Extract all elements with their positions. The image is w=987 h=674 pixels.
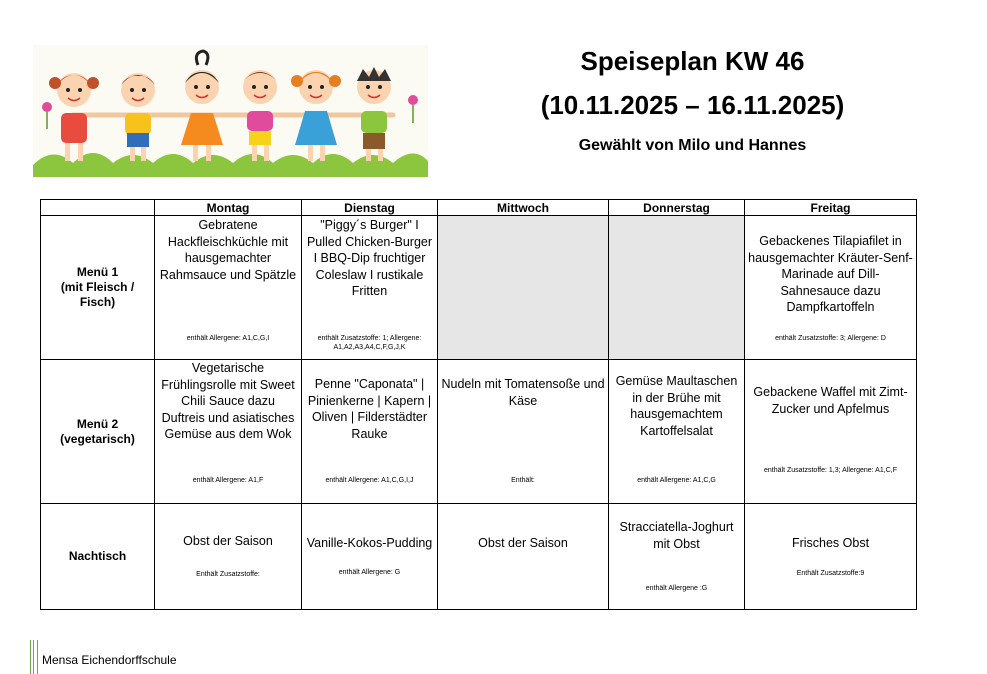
- page-title: Speiseplan KW 46: [580, 46, 805, 76]
- menu-cell: [745, 216, 917, 360]
- dish-text: Vanille-Kokos-Pudding: [306, 536, 433, 550]
- menu-cell: [609, 360, 745, 504]
- allergen-text: enthält Zusatzstoffe: 3; Allergene: D: [775, 335, 886, 342]
- menu-cell: [609, 504, 745, 610]
- row-label-menu-1: [41, 216, 155, 360]
- menu-cell: [155, 504, 302, 610]
- dish-text: Gebackene Waffel mit Zimt-Zucker und Apfelmus: [753, 385, 908, 416]
- allergen-text: enthält Zusatzstoffe: 1,3; Allergene: A1,C,F: [764, 467, 897, 474]
- day-header: Donnerstag: [609, 200, 745, 216]
- footer-accent-bars: [30, 640, 38, 674]
- dish-text: Gebratene Hackfleischküchle mit hausgemachter Rahmsauce und Spätzle: [159, 218, 297, 282]
- allergen-text: enthält Zusatzstoffe: 1; Allergene: A1,A2,A3,A4,C,F,G,J,K: [317, 335, 422, 351]
- allergen-text: enthält Allergene: A1,F: [192, 477, 264, 484]
- menu-cell: [745, 360, 917, 504]
- kids-banner-image: [33, 45, 428, 177]
- footer-label: Mensa Eichendorffschule: [42, 653, 177, 667]
- menu-cell: [155, 360, 302, 504]
- allergen-text: Enthält Zusatzstoffe:9: [796, 570, 865, 577]
- dish-text: Obst der Saison: [183, 534, 273, 548]
- menu-cell: [302, 504, 438, 610]
- row-label-line: (vegetarisch): [60, 431, 135, 446]
- menu-cell: [438, 504, 609, 610]
- row-label-line: Menü 1: [76, 265, 119, 279]
- menu-cell-empty: [609, 216, 745, 360]
- menu-cell: [155, 216, 302, 360]
- day-header: Dienstag: [302, 200, 438, 216]
- table-header-row: [41, 200, 917, 216]
- dish-text: "Piggy´s Burger" I Pulled Chicken-Burger I BBQ-Dip fruchtiger Coleslaw I rustikale Fritten: [306, 218, 433, 298]
- row-label-dessert: [41, 504, 155, 610]
- corner-cell: [41, 200, 155, 216]
- table-row: [41, 360, 917, 504]
- day-header: Mittwoch: [438, 200, 609, 216]
- day-header: Freitag: [745, 200, 917, 216]
- date-range: (10.11.2025 – 16.11.2025): [540, 90, 845, 120]
- chosen-by: Gewählt von Milo und Hannes: [578, 137, 807, 154]
- row-label-line: Nachtisch: [68, 549, 127, 563]
- allergen-text: Enthält:: [511, 477, 535, 484]
- dish-text: Stracciatella-Joghurt mit Obst: [619, 520, 734, 551]
- day-header: Montag: [155, 200, 302, 216]
- dish-text: Frisches Obst: [791, 536, 870, 550]
- allergen-text: enthält Allergene: G: [338, 569, 401, 576]
- menu-table: [40, 199, 917, 610]
- dish-text: Nudeln mit Tomatensoße und Käse: [441, 377, 605, 408]
- allergen-text: enthält Allergene: A1,C,G,I: [186, 335, 270, 342]
- table-row: [41, 216, 917, 360]
- table-row: [41, 504, 917, 610]
- row-label-line: Menü 2: [76, 416, 119, 431]
- row-label-line: (mit Fleisch /: [60, 280, 135, 294]
- dish-text: Gebackenes Tilapiafilet in hausgemachter Kräuter-Senf-Marinade auf Dill-Sahnesauce dazu Dampfkartoffeln: [748, 234, 913, 314]
- menu-cell: [302, 360, 438, 504]
- row-label-menu-2: [41, 360, 155, 504]
- menu-cell: [438, 360, 609, 504]
- dish-text: Obst der Saison: [478, 536, 568, 550]
- dish-text: Gemüse Maultaschen in der Brühe mit hausgemachtem Kartoffelsalat: [615, 374, 738, 438]
- dish-text: Penne "Caponata" | Pinienkerne | Kapern | Oliven | Filderstädter Rauke: [307, 377, 432, 441]
- menu-cell: [745, 504, 917, 610]
- allergen-text: enthält Allergene: A1,C,G: [637, 477, 716, 484]
- row-label-line: Fisch): [79, 295, 116, 309]
- dish-text: Vegetarische Frühlingsrolle mit Sweet Chili Sauce dazu Duftreis und asiatisches Gemüse aus dem Wok: [161, 361, 295, 441]
- allergen-text: enthält Allergene :G: [645, 585, 708, 592]
- menu-cell: [302, 216, 438, 360]
- menu-cell-empty: [438, 216, 609, 360]
- allergen-text: enthält Allergene: A1,C,G,I,J: [325, 477, 414, 484]
- allergen-text: Enthält Zusatzstoffe:: [196, 571, 260, 578]
